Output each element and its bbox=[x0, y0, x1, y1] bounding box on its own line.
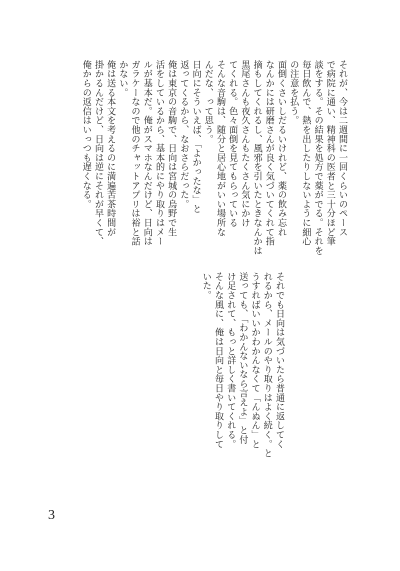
text-line: 俺は東京の音駒で、日向は宮城の烏野で生 bbox=[166, 60, 177, 237]
text-line: そんな風に、俺は日向と毎日やり取りして bbox=[212, 272, 223, 449]
text-line: ガラケーなので他のチャットアプリは裕と話 bbox=[129, 60, 140, 246]
text-line: 黒尾さんも夜久さんもたくさん気にかけ bbox=[239, 60, 250, 228]
text-line: それでも日向は気づいたら普通に返してく bbox=[274, 272, 284, 449]
text-line: 俺からの返信はいっつも遅くなる。 bbox=[80, 60, 91, 209]
text-line: なんかには研磨さんが良く気づいてくれて指 bbox=[263, 60, 274, 246]
text-line: で病院に通い、精神科の医者と三十分ほど筆 bbox=[324, 60, 335, 246]
text-line: れるから、メールのやり取りはよく続く。と bbox=[261, 272, 272, 458]
text-line: ルが基本だ。俺がスマホなんだけど、日向は bbox=[141, 60, 152, 246]
page-number: 3 bbox=[48, 508, 55, 523]
text-line: 俺は送る本文を考えるのに満遍苦茶時間が bbox=[105, 60, 116, 237]
text-line: かない。 bbox=[117, 60, 128, 98]
text-block-upper bbox=[80, 60, 348, 256]
text-line: 摘もしてくれるし、風邪を引いたときなんかは bbox=[251, 60, 262, 256]
text-line: てくれる。色々面倒を見てもらっている bbox=[227, 60, 238, 228]
text-line: 談をする。その結果を処方で薬がでる。それを bbox=[312, 60, 323, 256]
text-line: 毎日飲んで、熱を出したりしないように細心 bbox=[300, 60, 311, 246]
text-line: の注意を払う。 bbox=[288, 60, 299, 126]
text-block-lower bbox=[200, 272, 285, 477]
text-line: 送っても、「わかんないなら言えよ」と付 bbox=[237, 272, 248, 445]
text-line: 日向にそういえば、「よかったな」と bbox=[190, 60, 201, 214]
text-line: け足されて、もっと詳しく書いてくれる。 bbox=[225, 272, 236, 449]
text-line: 面倒くさいしだるいけれど、薬の飲み忘れ bbox=[275, 60, 286, 237]
text-line: それが、今は二週間に一回くらいのペース bbox=[337, 60, 347, 237]
text-line: 掛かるんだけど、日向は逆にそれが早くて、 bbox=[92, 60, 103, 246]
text-line: そんな音駒は、随分と居心地がいい場所な bbox=[214, 60, 225, 237]
text-line: 活をしているから、基本的にやり取りはメー bbox=[153, 60, 164, 246]
text-line: いた。 bbox=[200, 272, 211, 300]
text-line: んだな、って思う。 bbox=[202, 60, 213, 144]
text-line: 返ってくるから、なおさらだった。 bbox=[178, 60, 189, 209]
text-line: うすればいいかわかんなくて「んぬん」と bbox=[249, 272, 260, 449]
